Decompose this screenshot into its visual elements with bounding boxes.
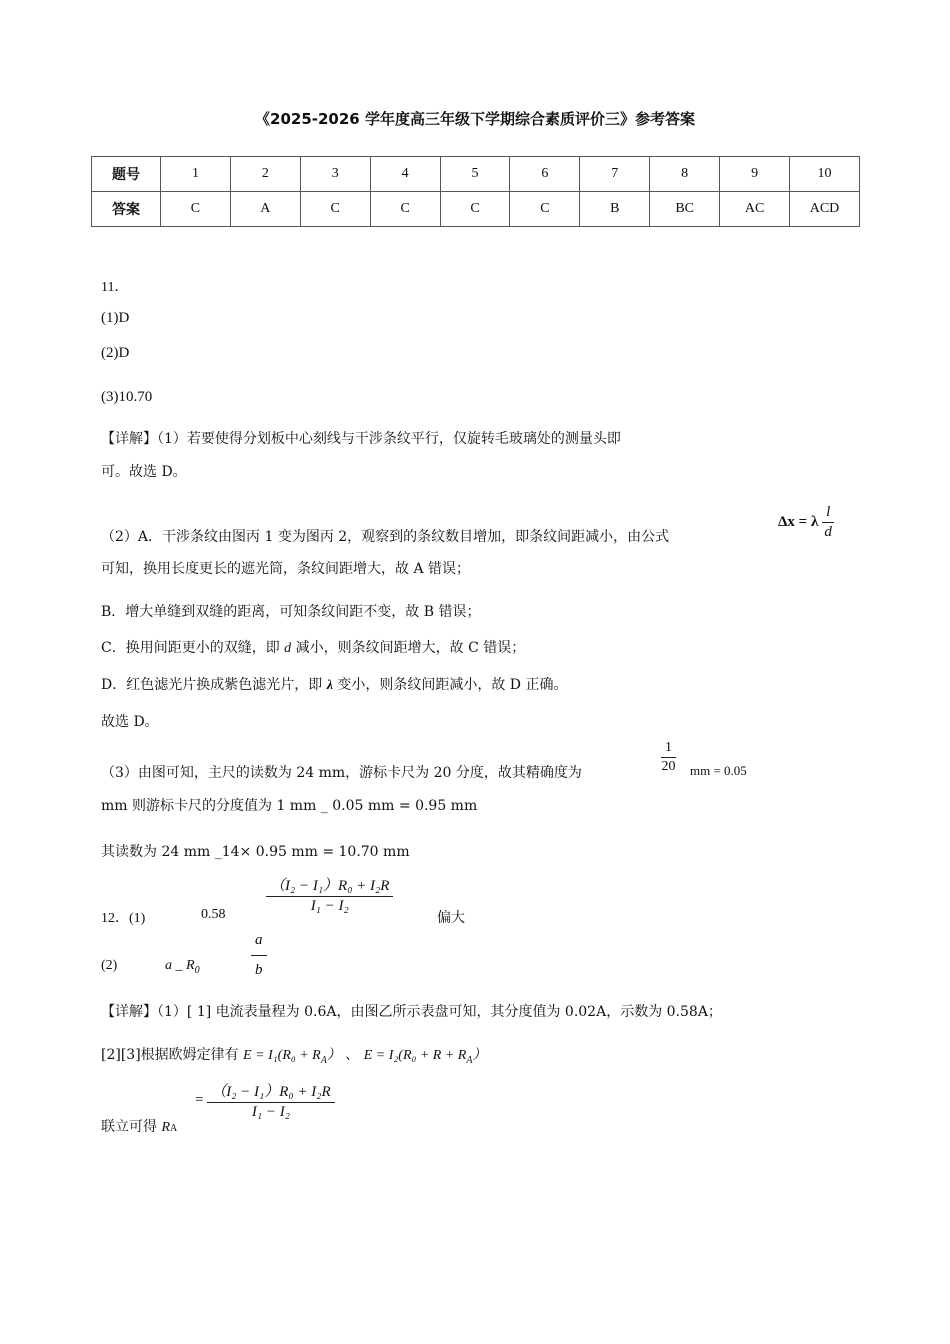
equation-text: ） xyxy=(472,1048,487,1063)
equation-2 xyxy=(363,1048,487,1066)
q12-part-2-fraction xyxy=(251,932,267,979)
subscript: 0 xyxy=(194,964,200,976)
equals-sign: = xyxy=(195,1092,204,1108)
fraction xyxy=(266,874,393,915)
detail-tag: 【详解】 xyxy=(101,431,157,447)
option-text: D．红色滤光片换成紫色滤光片，即 xyxy=(101,677,327,693)
table-cell: AC xyxy=(720,192,790,227)
q11-detail-1b: 可。故选 D。 xyxy=(101,464,187,480)
q12-formula-1 xyxy=(266,874,393,915)
detail-text: （1）[ 1] 电流表量程为 0.6A，由图乙所示表盘可知，其分度值为 0.02A，示数为 0.58A； xyxy=(157,1004,722,1020)
table-cell: 2 xyxy=(230,157,300,192)
equation-text: ） xyxy=(326,1048,341,1063)
subscript: A xyxy=(466,1054,473,1066)
q11-answer-1: (1)D xyxy=(101,310,130,326)
answer-table xyxy=(91,156,860,227)
q11-number: 11． xyxy=(101,280,129,295)
q11-choice: 故选 D。 xyxy=(101,714,159,730)
fraction-numerator: a xyxy=(255,932,263,948)
table-cell: C xyxy=(161,192,231,227)
q11-answer-3: (3)10.70 xyxy=(101,389,153,405)
detail-text: [2][3]根据欧姆定律有 xyxy=(101,1047,239,1063)
fraction-numerator: （I₂ − I₁）R₀ + I₂R xyxy=(207,1080,334,1103)
table-cell: 5 xyxy=(440,157,510,192)
fraction xyxy=(661,740,676,775)
option-text: 变小，则条纹间距减小，故 D 正确。 xyxy=(332,677,568,693)
page-title: 《2025-2026 学年度高三年级下学期综合素质评价三》参考答案 xyxy=(255,110,695,128)
table-cell: 3 xyxy=(300,157,370,192)
option-text: 减小，则条纹间距增大，故 C 错误； xyxy=(291,640,526,656)
equation-text: E = I₂(R₀ + R + R xyxy=(363,1048,467,1063)
table-cell: C xyxy=(300,192,370,227)
q12-part-2: (2) xyxy=(101,958,118,973)
formula-fraction xyxy=(822,504,834,541)
detail-text: （1）若要使得分划板中心刻线与干涉条纹平行，仅旋转毛玻璃处的测量头即 xyxy=(157,431,621,447)
q12-part-2-expr xyxy=(165,958,200,976)
fraction-denominator: I₁ − I₂ xyxy=(251,1104,290,1120)
table-row xyxy=(92,157,860,192)
q11-option-d xyxy=(101,674,567,694)
table-cell: C xyxy=(370,192,440,227)
q12-result-formula xyxy=(195,1080,335,1121)
formula-numerator: l xyxy=(822,504,834,523)
q11-option-b: B．增大单缝到双缝的距离，可知条纹间距不变，故 B 错误； xyxy=(101,604,481,620)
fraction-numerator: 1 xyxy=(661,740,676,758)
q12-value-1: 0.58 xyxy=(201,907,226,922)
fraction-denominator: b xyxy=(251,955,267,979)
fraction-denominator: I₁ − I₂ xyxy=(310,898,349,914)
fraction xyxy=(251,932,267,979)
variable-d: d xyxy=(284,641,292,656)
table-cell: 9 xyxy=(720,157,790,192)
q12-result xyxy=(101,1116,177,1136)
q11-option-c xyxy=(101,637,525,657)
table-cell: C xyxy=(440,192,510,227)
table-cell: B xyxy=(580,192,650,227)
table-cell: A xyxy=(230,192,300,227)
q11-detail-3c: 其读数为 24 mm _14× 0.95 mm = 10.70 mm xyxy=(101,844,410,860)
precision-fraction xyxy=(661,740,676,775)
precision-unit: mm = 0.05 xyxy=(690,763,747,778)
q11-answer-2: (2)D xyxy=(101,345,130,361)
q12-detail-1 xyxy=(101,1001,722,1021)
table-cell: 8 xyxy=(650,157,720,192)
expression: a _ R xyxy=(165,958,195,973)
table-cell: BC xyxy=(650,192,720,227)
table-cell: 6 xyxy=(510,157,580,192)
table-cell: 10 xyxy=(790,157,860,192)
equation-1 xyxy=(243,1048,341,1066)
fraction-denominator: 20 xyxy=(661,759,676,774)
variable-lambda: λ xyxy=(326,678,333,693)
fraction xyxy=(207,1080,334,1121)
table-cell: 1 xyxy=(161,157,231,192)
table-header-cell: 题号 xyxy=(92,157,161,192)
table-row xyxy=(92,192,860,227)
q11-detail-2: （2）A．干涉条纹由图丙 1 变为图丙 2，观察到的条纹数目增加，即条纹间距减小，由公式 xyxy=(101,529,670,545)
detail-tag: 【详解】 xyxy=(101,1004,157,1020)
table-cell: 4 xyxy=(370,157,440,192)
equation-text: E = I₁(R₀ + R xyxy=(243,1048,321,1063)
q11-detail-3b: mm 则游标卡尺的分度值为 1 mm _ 0.05 mm = 0.95 mm xyxy=(101,798,478,814)
result-text: 联立可得 xyxy=(101,1119,157,1135)
subscript: A xyxy=(320,1054,327,1066)
q11-detail-2b: 可知，换用长度更长的遮光筒，条纹间距增大，故 A 错误； xyxy=(101,561,471,577)
fraction-numerator: （I₂ − I₁）R₀ + I₂R xyxy=(266,874,393,897)
q12-detail-2 xyxy=(101,1044,486,1066)
table-cell: ACD xyxy=(790,192,860,227)
option-text: C．换用间距更小的双缝，即 xyxy=(101,640,285,656)
subscript: A xyxy=(170,1123,178,1134)
result-variable: R xyxy=(161,1120,171,1135)
table-cell: C xyxy=(510,192,580,227)
q12-bias: 偏大 xyxy=(437,910,465,926)
separator: 、 xyxy=(345,1047,360,1063)
q11-detail-1 xyxy=(101,428,621,448)
formula-denominator: d xyxy=(824,524,832,540)
formula-lhs: Δx = λ xyxy=(778,513,819,530)
q11-detail-3: （3）由图可知，主尺的读数为 24 mm，游标卡尺为 20 分度，故其精确度为 xyxy=(101,765,582,781)
table-cell: 7 xyxy=(580,157,650,192)
q12-number: 12．(1) xyxy=(101,911,146,926)
fringe-formula xyxy=(778,504,834,541)
table-header-cell: 答案 xyxy=(92,192,161,227)
